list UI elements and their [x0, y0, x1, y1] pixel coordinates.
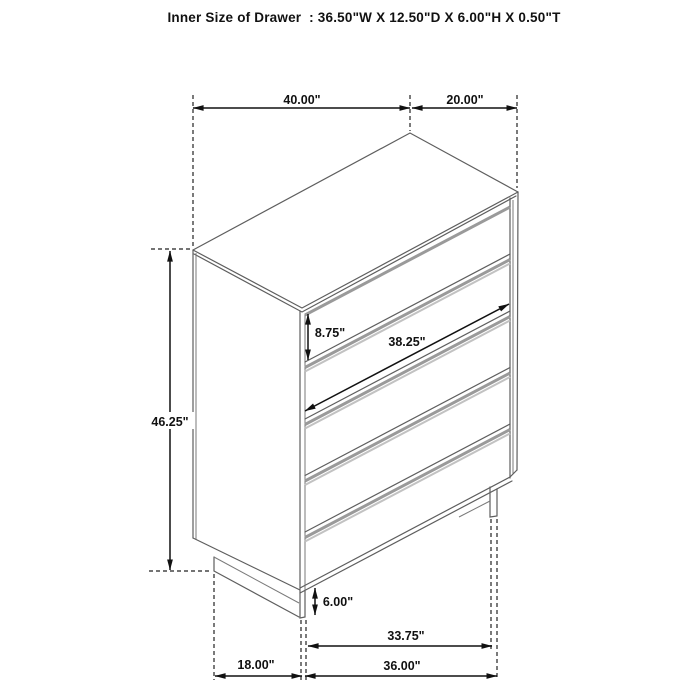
label-top-depth: 20.00" — [446, 93, 484, 107]
dimension-labels — [147, 93, 484, 673]
cabinet-outline — [193, 133, 518, 593]
drawer-fronts — [305, 207, 510, 542]
label-drawer-front-height: 8.75" — [314, 326, 346, 340]
extension-lines — [149, 95, 517, 680]
label-base-depth: 18.00" — [237, 658, 275, 672]
dimension-lines — [170, 108, 517, 676]
page-title: Inner Size of Drawer : 36.50"W X 12.50"D X 6.00"H X 0.50"T — [167, 10, 561, 25]
dim-line-drawer-width — [305, 304, 509, 411]
label-base-width: 36.00" — [383, 659, 421, 673]
label-drawer-front-width: 38.25" — [388, 335, 426, 349]
label-base-inner-width: 33.75" — [387, 629, 425, 643]
label-leg-height: 6.00" — [322, 595, 354, 609]
label-overall-height: 46.25" — [151, 415, 189, 429]
label-top-width: 40.00" — [283, 93, 321, 107]
